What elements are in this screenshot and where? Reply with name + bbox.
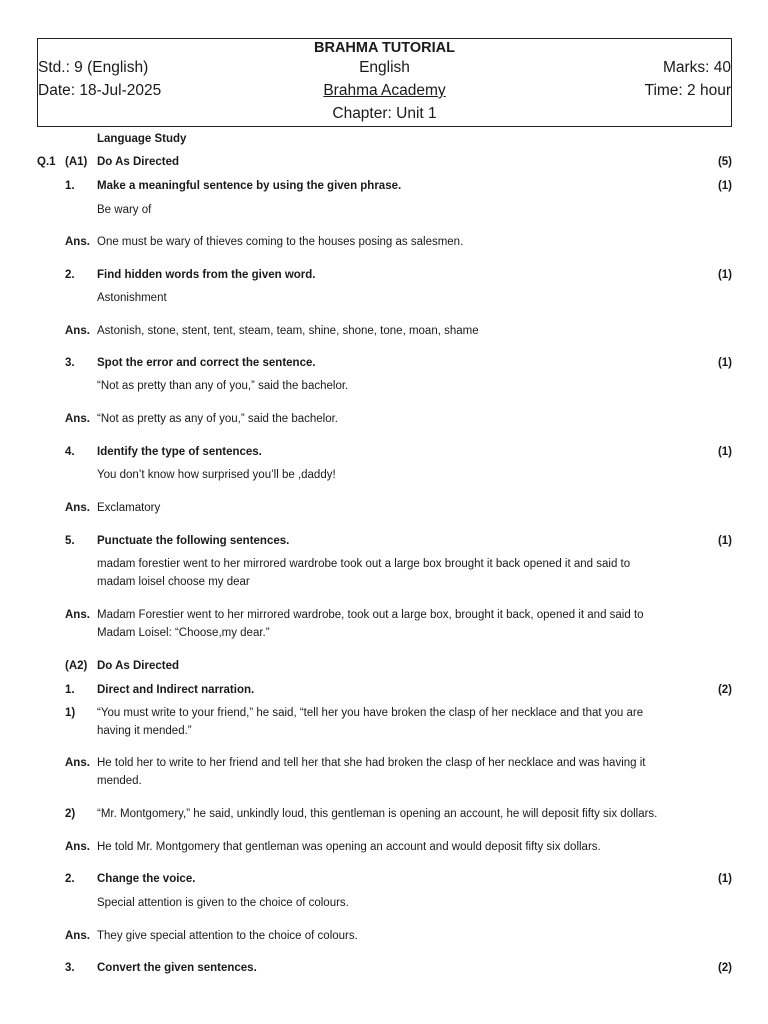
answer-text: One must be wary of thieves coming to the houses posing as salesmen. — [97, 236, 464, 248]
academy-name-text: Brahma Academy — [323, 82, 446, 99]
item-text: Astonishment — [97, 292, 167, 304]
answer-text-line: Madam Forestier went to her mirrored wardrobe, took out a large box, brought it back, opened it and said to — [97, 609, 644, 621]
part-a1-label: (A1) — [65, 156, 88, 168]
item-marks: (1) — [717, 180, 732, 192]
item-question: Direct and Indirect narration. — [97, 684, 255, 696]
part-a1-marks: (5) — [717, 156, 732, 168]
item-question: Punctuate the following sentences. — [97, 535, 290, 547]
item-number: 1. — [65, 180, 75, 192]
item-number: 4. — [65, 446, 75, 458]
section-title: Language Study — [97, 133, 187, 145]
sub-item-number: 1) — [65, 707, 76, 719]
answer-label: Ans. — [65, 325, 90, 337]
item-question: Make a meaningful sentence by using the given phrase. — [97, 180, 402, 192]
subject-label: English — [359, 59, 410, 76]
question-number: Q.1 — [37, 156, 56, 168]
item-number: 2. — [65, 269, 75, 281]
part-a2-title: Do As Directed — [97, 660, 180, 672]
item-text: Special attention is given to the choice of colours. — [97, 897, 349, 909]
answer-label: Ans. — [65, 502, 90, 514]
item-marks: (1) — [717, 269, 732, 281]
sub-item-number: 2) — [65, 808, 76, 820]
answer-label: Ans. — [65, 609, 90, 621]
part-a2-label: (A2) — [65, 660, 88, 672]
item-question: Identify the type of sentences. — [97, 446, 262, 458]
total-marks: Marks: 40 — [662, 59, 731, 76]
answer-text: Exclamatory — [97, 502, 161, 514]
item-number: 5. — [65, 535, 75, 547]
academy-name — [38, 82, 731, 100]
item-text-line: madam loisel choose my dear — [97, 576, 250, 588]
item-text: “Not as pretty than any of you,” said the bachelor. — [97, 380, 349, 392]
answer-label: Ans. — [65, 757, 90, 769]
answer-label: Ans. — [65, 413, 90, 425]
sub-item-text-line: “You must write to your friend,” he said, “tell her you have broken the clasp of her necklace and that you are — [97, 707, 644, 719]
answer-label: Ans. — [65, 841, 90, 853]
item-question: Find hidden words from the given word. — [97, 269, 316, 281]
answer-text: They give special attention to the choice of colours. — [97, 930, 358, 942]
item-marks: (2) — [717, 684, 732, 696]
chapter-label: Chapter: Unit 1 — [332, 105, 437, 122]
institute-name: BRAHMA TUTORIAL — [314, 40, 455, 56]
item-marks: (1) — [717, 873, 732, 885]
item-text: You don’t know how surprised you’ll be ,daddy! — [97, 469, 336, 481]
item-text-line: madam forestier went to her mirrored wardrobe took out a large box brought it back opened it and said to — [97, 558, 631, 570]
item-marks: (1) — [717, 357, 732, 369]
item-number: 3. — [65, 962, 75, 974]
answer-text: “Not as pretty as any of you,” said the bachelor. — [97, 413, 338, 425]
item-number: 1. — [65, 684, 75, 696]
item-number: 2. — [65, 873, 75, 885]
answer-text: Astonish, stone, stent, tent, steam, team, shine, shone, tone, moan, shame — [97, 325, 479, 337]
answer-text-line: He told her to write to her friend and tell her that she had broken the clasp of her necklace and was having it — [97, 757, 646, 769]
part-a1-title: Do As Directed — [97, 156, 180, 168]
item-question: Convert the given sentences. — [97, 962, 257, 974]
answer-text-line: Madam Loisel: “Choose,my dear.” — [97, 627, 270, 639]
item-question: Change the voice. — [97, 873, 196, 885]
answer-text-line: He told Mr. Montgomery that gentleman was opening an account and would deposit fifty six dollars. — [97, 841, 601, 853]
item-marks: (1) — [717, 535, 732, 547]
item-question: Spot the error and correct the sentence. — [97, 357, 316, 369]
answer-text-line: mended. — [97, 775, 142, 787]
exam-time: Time: 2 hour — [644, 82, 731, 99]
answer-label: Ans. — [65, 236, 90, 248]
exam-date: Date: 18-Jul-2025 — [38, 82, 162, 99]
sub-item-text-line: “Mr. Montgomery,” he said, unkindly loud, this gentleman is opening an account, he will deposit fifty six dollars. — [97, 808, 658, 820]
standard-label: Std.: 9 (English) — [38, 59, 149, 76]
item-number: 3. — [65, 357, 75, 369]
paper-header — [37, 38, 732, 127]
item-marks: (2) — [717, 962, 732, 974]
item-marks: (1) — [717, 446, 732, 458]
answer-label: Ans. — [65, 930, 90, 942]
sub-item-text-line: having it mended.” — [97, 725, 192, 737]
item-text: Be wary of — [97, 204, 152, 216]
